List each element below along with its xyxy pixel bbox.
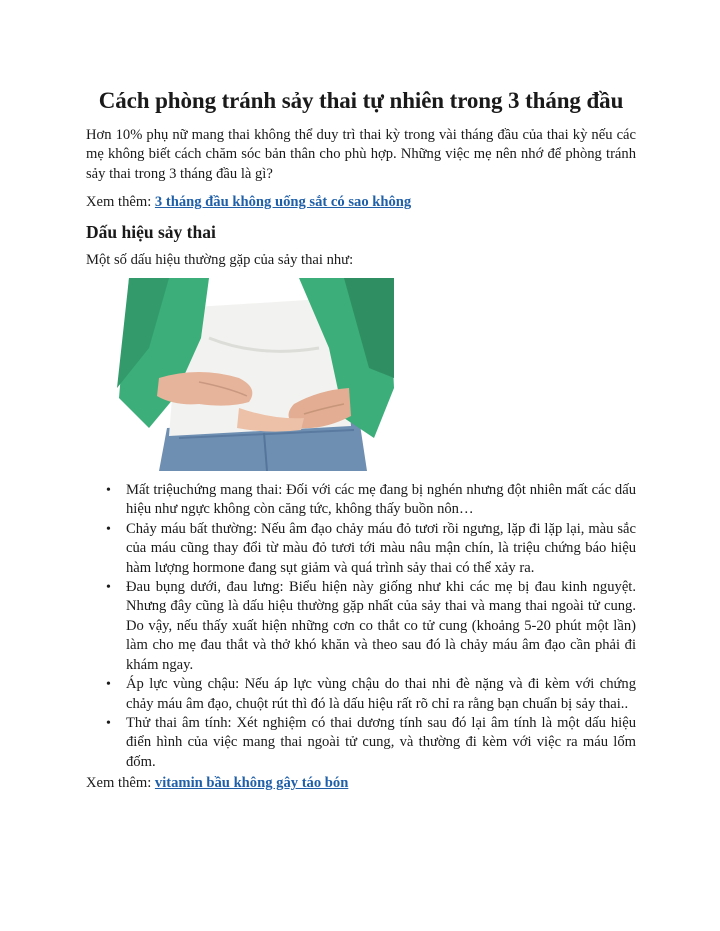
see-also-link-1[interactable]: 3 tháng đầu không uống sắt có sao không xyxy=(154,194,412,211)
section-heading: Dấu hiệu sảy thai xyxy=(86,221,216,242)
see-also-prefix: Xem thêm: xyxy=(86,194,155,211)
see-also-link-2[interactable]: vitamin bầu không gây táo bón xyxy=(154,775,349,792)
intro-paragraph: Hơn 10% phụ nữ mang thai không thể duy trì thai kỳ trong vài tháng đầu của thai kỳ nếu các mẹ không biết cách chăm sóc bản thân cho phù hợp. Những việc mẹ nên nhớ để phòng tránh sảy thai trong 3 tháng đầu là gì? xyxy=(86,127,636,182)
list-item: • Áp lực vùng chậu: Nếu áp lực vùng chậu do thai nhi đè nặng và đi kèm với chứng chảy máu âm đạo, chuột rút thì đó là dấu hiệu rất rõ chỉ ra rằng bạn chuẩn bị sảy thai.. xyxy=(126,675,636,714)
list-item: • Đau bụng dưới, đau lưng: Biểu hiện này giống như khi các mẹ bị đau kinh nguyệt. Nhưng đây cũng là dấu hiệu thường gặp nhất của sảy thai và mang thai ngoài tử cung. Do vậy, nếu thấy xuất hiện những cơn co thắt co tử cung (khoảng 5-20 phút một lần) làm cho mẹ đau thắt và thở khó khăn và theo sau đó là chảy máu âm đạo cần phải đi khám ngay. xyxy=(126,578,636,675)
page-title: Cách phòng tránh sảy thai tự nhiên trong 3 tháng đầu xyxy=(98,88,624,113)
list-item: • Chảy máu bất thường: Nếu âm đạo chảy máu đỏ tươi rồi ngưng, lặp đi lặp lại, màu sắc của máu cũng thay đổi từ màu đỏ tươi tới màu nâu mận chín, là triệu chứng báo hiệu hàm lượng hormone đang sụt giảm và quá trình sảy thai có thể xảy ra. xyxy=(126,520,636,578)
symptom-list xyxy=(86,481,636,772)
list-item: • Thử thai âm tính: Xét nghiệm có thai dương tính sau đó lại âm tính là một dấu hiệu điển hình của việc mang thai ngoài tử cung, và thường đi kèm với việc ra máu lốm đốm. xyxy=(126,714,636,772)
list-item: • Mất triệuchứng mang thai: Đối với các mẹ đang bị nghén nhưng đột nhiên mất các dấu hiệu như ngực không còn căng tức, không thấy buồn nôn… xyxy=(126,481,636,520)
see-also-line-1 xyxy=(86,193,636,212)
section-intro: Một số dấu hiệu thường gặp của sảy thai như: xyxy=(86,251,354,268)
article xyxy=(86,84,636,794)
see-also-line-2 xyxy=(86,774,636,793)
see-also-prefix: Xem thêm: xyxy=(86,775,155,792)
stomach-pain-photo xyxy=(89,278,394,471)
